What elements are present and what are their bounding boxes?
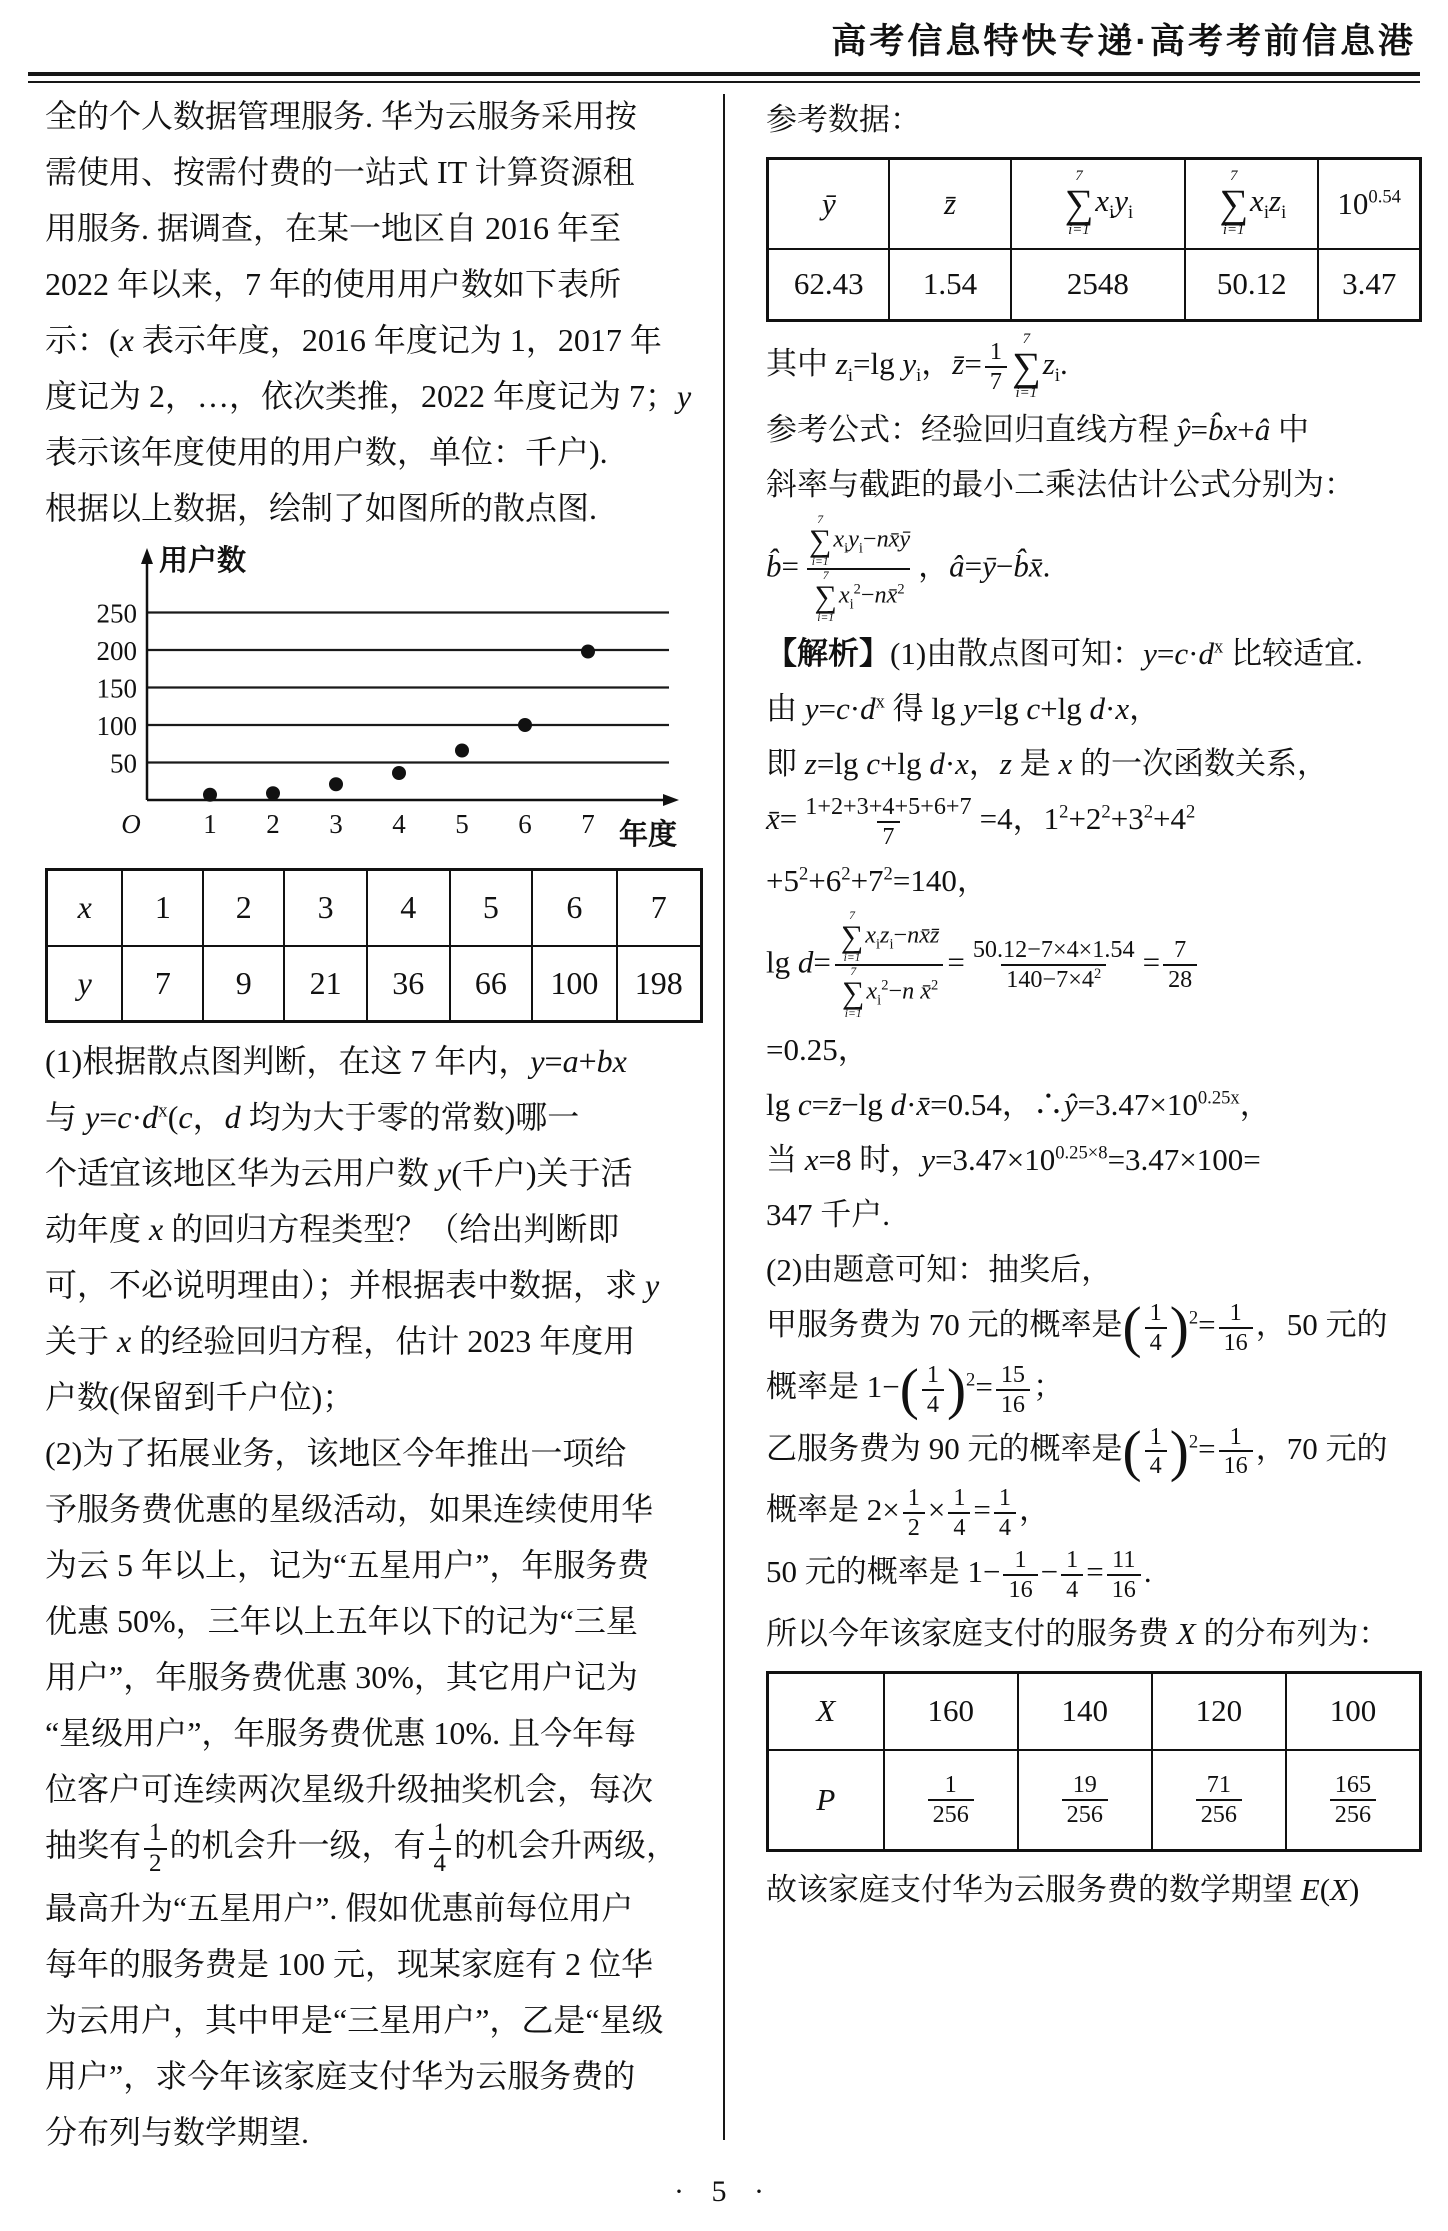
math-token: y bbox=[1114, 182, 1128, 218]
text-line: $+5^2+6^2+7^2=140$， bbox=[766, 862, 988, 898]
text-line: 其中 $z_i=\lg$ $y_i$，z̄= $\frac{1}{7}$ 7 ∑ i=1 $z_i$. bbox=[766, 331, 1068, 401]
x-tick-label: 2 bbox=[266, 809, 280, 839]
text-line: lg c=z̄−lg d·x̄=0.54，$\therefore ŷ=3.47\times 10^{0.25x}$， bbox=[766, 1087, 1271, 1123]
math-token: 7 ∑ i=1 bbox=[840, 908, 864, 964]
math-token: 2 bbox=[841, 863, 851, 885]
math-token: c bbox=[1174, 635, 1189, 671]
math-token: 0.25×8 bbox=[1055, 1142, 1108, 1164]
text-line: 予服务费优惠的星级活动，如果连续使用华 bbox=[45, 1491, 654, 1527]
math-token: ) bbox=[946, 1357, 967, 1421]
table-cell: 3.47 bbox=[1318, 249, 1420, 321]
table-cell: 100 bbox=[1286, 1672, 1421, 1750]
x-tick-label: 1 bbox=[203, 809, 217, 839]
math-token: E bbox=[1300, 1871, 1320, 1907]
math-token: c bbox=[117, 1099, 132, 1135]
math-token: z̄ bbox=[829, 1087, 842, 1123]
math-token: d bbox=[224, 1099, 241, 1135]
text-line: 与 $y=c\cdot d^x(c$，d 均为大于零的常数)哪一 bbox=[45, 1099, 580, 1135]
math-token: x bbox=[1095, 182, 1110, 218]
math-token: ( bbox=[1122, 1296, 1142, 1360]
table-row bbox=[768, 1672, 1421, 1750]
math-token: x bbox=[1115, 690, 1130, 726]
math-token: z bbox=[999, 745, 1012, 781]
text-line: 故该家庭支付华为云服务费的数学期望 E(X) bbox=[766, 1871, 1360, 1907]
math-token: ) bbox=[1169, 1296, 1189, 1360]
text-line: 根据以上数据，绘制了如图所的散点图. bbox=[45, 490, 598, 526]
text-line: 可，不必说明理由）；并根据表中数据，求 y bbox=[45, 1267, 660, 1303]
table bbox=[766, 157, 1422, 322]
text-line: 每年的服务费是 100 元，现某家庭有 2 位华 bbox=[45, 1946, 654, 1983]
table-cell: 3 bbox=[284, 870, 367, 946]
text-line: 由 $y=c\cdot d^x$ 得 lg y=lg c+lg d·x， bbox=[766, 690, 1161, 726]
distribution-table bbox=[766, 1671, 1422, 1852]
math-token: 7 ∑ i=1 bbox=[814, 568, 837, 624]
math-token: $\frac{165}{256}$ bbox=[1330, 1771, 1376, 1829]
table-cell: 5 bbox=[450, 870, 533, 946]
table-cell bbox=[889, 159, 1010, 249]
math-token: $\frac{1}{4}$ bbox=[1145, 1299, 1167, 1357]
text-line: 关于 x 的经验回归方程，估计 2023 年度用 bbox=[45, 1323, 636, 1359]
closing-statement bbox=[766, 1862, 1422, 1917]
math-token: $\frac{1}{4}$ bbox=[994, 1484, 1016, 1542]
y-tick-label: 250 bbox=[96, 598, 137, 629]
math-token: y bbox=[921, 1142, 936, 1178]
math-token: 2 bbox=[930, 977, 939, 994]
math-token: i bbox=[889, 936, 894, 953]
math-token: 7 ∑ i=1 $x_iy_i-nx̄ȳ$ 7 ∑ i=1 $x_i^2-nx̄^2$ bbox=[808, 512, 911, 624]
math-token: x̄ bbox=[920, 977, 931, 1005]
text-line: 为云 5 年以上，记为“五星用户”，年服务费 bbox=[45, 1547, 650, 1583]
math-token: i bbox=[844, 539, 849, 556]
math-token: 7 ∑ i=1 bbox=[1064, 168, 1094, 238]
x-tick-label: 7 bbox=[581, 809, 595, 839]
math-token: nx̄ bbox=[874, 581, 898, 609]
table-cell: 21 bbox=[284, 946, 367, 1022]
math-token: b̂ bbox=[766, 547, 782, 583]
math-token: x bbox=[955, 745, 969, 781]
math-token: z bbox=[835, 345, 848, 381]
text-line: 全的个人数据管理服务. 华为云服务采用按 bbox=[45, 98, 638, 134]
table-row bbox=[768, 159, 1421, 249]
table-cell: $10^{0.54}$ bbox=[1318, 159, 1420, 249]
math-token: $\frac{1}{2}$ bbox=[903, 1484, 925, 1542]
x-tick-label: 3 bbox=[329, 809, 343, 839]
table-row bbox=[47, 870, 702, 946]
table-cell: 7 bbox=[617, 870, 702, 946]
math-token: 0.25x bbox=[1197, 1087, 1240, 1109]
text-line: 347 千户. bbox=[766, 1197, 890, 1233]
text-line: 所以今年该家庭支付的服务费 X 的分布列为： bbox=[766, 1615, 1390, 1651]
math-token: c bbox=[797, 1087, 812, 1123]
math-token: z̄ bbox=[943, 185, 957, 221]
x-axis-title: 年度 bbox=[619, 819, 678, 850]
math-token: ŷ bbox=[1063, 1087, 1078, 1123]
math-token: i bbox=[1128, 202, 1134, 224]
math-token: i bbox=[877, 992, 882, 1009]
math-token: $\frac{1}{16}$ bbox=[1219, 1299, 1253, 1357]
math-token: x bbox=[833, 525, 845, 553]
math-token: ( bbox=[1122, 1419, 1142, 1483]
text-line: 用户”，求今年该家庭支付华为云服务费的 bbox=[45, 2058, 636, 2095]
math-token: 0.54 bbox=[1368, 186, 1401, 208]
math-token: 2 bbox=[1188, 1431, 1199, 1453]
text-line: (2)由题意可知：抽奖后， bbox=[766, 1252, 1113, 1288]
text-line: 参考公式：经验回归直线方程 ŷ=b̂x+â 中 bbox=[766, 411, 1309, 447]
table-cell bbox=[768, 159, 890, 249]
math-token: x bbox=[1214, 636, 1224, 658]
math-token: $\frac{19}{256}$ bbox=[1062, 1771, 1108, 1829]
math-token: c bbox=[178, 1099, 193, 1135]
math-token: b̂x bbox=[1208, 411, 1238, 447]
right-column bbox=[766, 92, 1422, 1917]
table bbox=[45, 868, 703, 1023]
table-cell bbox=[884, 1750, 1018, 1850]
math-token: y bbox=[804, 690, 819, 726]
text-line: “星级用户”，年服务费优惠 10%. 且今年每 bbox=[45, 1715, 637, 1751]
math-token: x bbox=[804, 1142, 819, 1178]
math-token: ( bbox=[899, 1357, 919, 1421]
solution-analysis bbox=[766, 626, 1422, 1661]
math-token: d bbox=[860, 690, 876, 726]
text-line: 用服务. 据调查，在某一地区自 2016 年至 bbox=[45, 210, 622, 246]
text-line: 【解析】(1)由散点图可知：$y=c\cdot d^x$ 比较适宜. bbox=[766, 635, 1363, 671]
table-cell: 6 bbox=[532, 870, 616, 946]
math-token: d bbox=[929, 745, 945, 781]
table-cell: 2548 bbox=[1011, 249, 1186, 321]
text-line: 示：(x 表示年度，2016 年度记为 1，2017 年 bbox=[45, 322, 662, 358]
math-token: bx bbox=[596, 1043, 627, 1079]
math-token: x bbox=[77, 889, 92, 926]
math-token: X bbox=[1330, 1871, 1349, 1907]
math-token: i bbox=[858, 539, 863, 556]
left-column bbox=[45, 88, 703, 2160]
table-row bbox=[47, 946, 702, 1022]
table-cell: 9 bbox=[203, 946, 284, 1022]
math-token: x bbox=[1250, 182, 1264, 218]
table-cell: 160 bbox=[884, 1672, 1018, 1750]
table-cell: 1 bbox=[122, 870, 203, 946]
math-token: 2 bbox=[1143, 801, 1153, 823]
math-token: x bbox=[149, 1211, 164, 1247]
math-token: i bbox=[849, 596, 854, 613]
math-token: 2 bbox=[966, 1369, 976, 1391]
table-cell bbox=[1152, 1750, 1286, 1850]
reference-data-table bbox=[766, 157, 1422, 322]
math-token: nx̄ȳ bbox=[876, 525, 911, 553]
math-token: d bbox=[797, 944, 814, 980]
math-token: X bbox=[816, 1693, 836, 1729]
math-token: z bbox=[804, 745, 817, 781]
math-token: i bbox=[1054, 365, 1060, 387]
text-line: 分布列与数学期望. bbox=[45, 2114, 310, 2151]
math-token: 【解析】 bbox=[766, 635, 890, 671]
table-cell: 1.54 bbox=[889, 249, 1010, 321]
math-token: ȳ bbox=[982, 547, 996, 583]
math-token: $\frac{1+2+3+4+5+6+7}{7}$ bbox=[805, 793, 972, 850]
math-token: y bbox=[77, 964, 92, 1001]
text-line: 户数(保留到千户位)； bbox=[45, 1379, 355, 1415]
math-token: z bbox=[880, 921, 890, 949]
text-line: 位客户可连续两次星级升级抽奖机会，每次 bbox=[45, 1771, 654, 1807]
math-token: x bbox=[875, 691, 885, 713]
math-token: z bbox=[1042, 345, 1055, 381]
text-line: 用户”，年服务费优惠 30%，其它用户记为 bbox=[45, 1659, 638, 1695]
math-token: 2 bbox=[1093, 965, 1102, 982]
math-token: y bbox=[85, 1099, 100, 1135]
math-token: i bbox=[847, 365, 853, 387]
table-cell bbox=[1286, 1750, 1421, 1850]
math-token: 2 bbox=[853, 581, 861, 598]
text-line: 2022 年以来，7 年的使用用户数如下表所 bbox=[45, 266, 622, 302]
math-token: $\frac{7}{28}$ bbox=[1163, 936, 1197, 994]
question-2 bbox=[45, 1425, 703, 2160]
scatter-plot-svg bbox=[75, 542, 683, 850]
text-line: 度记为 2，…，依次类推，2022 年度记为 7；y bbox=[45, 378, 692, 414]
math-token: 7 ∑ i=1 bbox=[1011, 331, 1041, 401]
math-token: i bbox=[1263, 202, 1269, 224]
table-cell bbox=[1185, 159, 1318, 249]
text-line: 50 元的概率是 1− $\frac{1}{16}$ − $\frac{1}{4}$ = $\frac{11}{16}$ . bbox=[766, 1546, 1152, 1603]
text-line: 概率是 1−( $\frac{1}{4}$ )$^2$= $\frac{15}{16}$ ； bbox=[766, 1357, 1064, 1421]
math-token: x bbox=[1058, 745, 1073, 781]
page-header bbox=[30, 14, 1416, 64]
math-token: y bbox=[902, 345, 917, 381]
y-axis-arrow bbox=[141, 548, 153, 564]
text-line: 优惠 50%，三年以上五年以下的记为“三星 bbox=[45, 1603, 638, 1639]
math-token: $\frac{1}{16}$ bbox=[1219, 1423, 1253, 1481]
x-axis-arrow bbox=[663, 794, 679, 806]
math-token: 7 ∑ i=1 bbox=[1219, 168, 1249, 238]
text-line: 为云用户，其中甲是“三星用户”，乙是“星级 bbox=[45, 2002, 664, 2039]
table-cell bbox=[1011, 159, 1186, 249]
math-token: i bbox=[1109, 202, 1115, 224]
math-token: â bbox=[1254, 411, 1271, 447]
text-line: lg d= 7 ∑ i=1 $x_iz_i-nx̄z̄$ 7 ∑ i=1 $x_i^2-n$ x̄$^2$ = $\frac{50.12-7\times 4\times 1.54}{140-7\times 4^2}$ = $\frac{7}{28}$ bbox=[766, 908, 1422, 1022]
math-token: y bbox=[677, 378, 692, 414]
math-token: c bbox=[866, 745, 880, 781]
y-tick-label: 100 bbox=[96, 711, 137, 741]
table-cell: 100 bbox=[532, 946, 616, 1022]
intro-paragraph bbox=[45, 88, 703, 536]
math-token: $\frac{1}{4}$ bbox=[922, 1361, 944, 1419]
math-token: 2 bbox=[1059, 801, 1069, 823]
math-token: x bbox=[119, 322, 134, 358]
math-token: i bbox=[876, 936, 881, 953]
math-token: X bbox=[1176, 1615, 1196, 1651]
table-cell: 36 bbox=[367, 946, 450, 1022]
table-cell: 198 bbox=[617, 946, 702, 1022]
math-token: b̂x̄ bbox=[1013, 547, 1043, 583]
math-token: x bbox=[865, 921, 876, 949]
table-cell bbox=[768, 1750, 884, 1850]
math-token: c bbox=[836, 690, 850, 726]
math-token: d bbox=[1198, 635, 1214, 671]
math-token: y bbox=[1143, 635, 1157, 671]
math-token: y bbox=[530, 1043, 545, 1079]
text-line: (1)根据散点图判断，在这 7 年内，y=a+bx bbox=[45, 1043, 627, 1079]
math-token: y bbox=[437, 1155, 452, 1191]
table-cell: 62.43 bbox=[768, 249, 890, 321]
math-token: ȳ bbox=[821, 185, 836, 221]
y-axis-title: 用户数 bbox=[159, 545, 247, 577]
table-row bbox=[768, 249, 1421, 321]
text-line: 个适宜该地区华为云用户数 y(千户)关于活 bbox=[45, 1155, 633, 1191]
text-line: 甲服务费为 70 元的概率是( $\frac{1}{4}$ )$^2$= $\frac{1}{16}$ ，50 元的 bbox=[766, 1296, 1388, 1360]
table-row bbox=[768, 1750, 1421, 1850]
math-token: 7 ∑ i=1 bbox=[842, 964, 865, 1020]
text-line: 需使用、按需付费的一站式 IT 计算资源租 bbox=[45, 154, 635, 190]
text-line: 当 x=8 时，$y=3.47\times 10^{0.25\times 8}=3.47\times 100=$ bbox=[766, 1142, 1261, 1178]
text-line: 动年度 x 的回归方程类型？（给出判断即 bbox=[45, 1211, 620, 1247]
math-token: ) bbox=[1169, 1419, 1189, 1483]
table-cell bbox=[768, 1672, 884, 1750]
table-cell bbox=[1018, 1750, 1152, 1850]
math-token: $\frac{11}{16}$ bbox=[1107, 1546, 1141, 1604]
math-token: 7 ∑ i=1 $x_iz_i-nx̄z̄$ 7 ∑ i=1 $x_i^2-n$ x̄$^2$ bbox=[834, 910, 945, 1020]
math-token: z bbox=[1268, 182, 1282, 218]
data-point bbox=[455, 744, 469, 758]
math-token: $\frac{50.12-7\times 4\times 1.54}{140-7\times 4^2}$ bbox=[972, 936, 1135, 993]
math-token: y bbox=[963, 690, 978, 726]
math-token: 7 ∑ i=1 bbox=[808, 512, 832, 568]
xy-data-table bbox=[45, 868, 703, 1023]
text-line: b̂= 7 ∑ i=1 $x_iy_i-nx̄ȳ$ 7 ∑ i=1 $x_i^2-nx̄^2$ ，â=ȳ−b̂x̄. bbox=[766, 512, 1051, 624]
math-token: x̄ bbox=[916, 1087, 931, 1123]
math-token: $\frac{1}{7}$ bbox=[985, 338, 1007, 396]
math-token: x bbox=[838, 581, 850, 609]
table-cell: 140 bbox=[1018, 1672, 1152, 1750]
math-token: 2 bbox=[798, 863, 809, 885]
x-tick-label: 6 bbox=[518, 809, 532, 839]
math-token: 2 bbox=[897, 581, 905, 598]
table-cell: 2 bbox=[203, 870, 284, 946]
data-point bbox=[392, 766, 406, 780]
math-token: a bbox=[562, 1043, 579, 1079]
math-token: n bbox=[902, 977, 915, 1005]
text-line: 表示该年度使用的用户数，单位：千户). bbox=[45, 434, 608, 470]
table-cell: 66 bbox=[450, 946, 533, 1022]
math-token: ŷ bbox=[1176, 411, 1191, 447]
table-cell: 50.12 bbox=[1185, 249, 1318, 321]
math-token: y bbox=[848, 525, 859, 553]
table bbox=[766, 1671, 1422, 1852]
math-token: nx̄z̄ bbox=[907, 921, 940, 949]
text-line: 抽奖有 $\frac{1}{2}$ 的机会升一级，有 $\frac{1}{4}$ 的机会升两级， bbox=[45, 1819, 679, 1877]
math-token: y bbox=[645, 1267, 660, 1303]
data-point bbox=[203, 788, 217, 802]
math-token: $\frac{1}{16}$ bbox=[1003, 1546, 1037, 1604]
scatter-chart bbox=[75, 542, 703, 858]
page-number: · 5 · bbox=[674, 2175, 774, 2208]
math-token: â bbox=[949, 547, 965, 583]
math-token: i bbox=[916, 365, 922, 387]
math-token: $\frac{1}{4}$ bbox=[1145, 1423, 1167, 1481]
table-cell: 4 bbox=[367, 870, 450, 946]
math-token: $\frac{1}{256}$ bbox=[928, 1771, 974, 1829]
text-line: 概率是 2× $\frac{1}{2}$ × $\frac{1}{4}$ = $\frac{1}{4}$ ， bbox=[766, 1484, 1050, 1542]
math-token: d bbox=[1089, 690, 1106, 726]
math-token: P bbox=[816, 1781, 836, 1817]
text-line: x̄= $\frac{1+2+3+4+5+6+7}{7}$ =4，$1^2+2^2+3^2+4^2$ bbox=[766, 793, 1196, 850]
math-token: c bbox=[1026, 690, 1041, 726]
data-point bbox=[266, 786, 280, 800]
text-line: (2)为了拓展业务，该地区今年推出一项给 bbox=[45, 1435, 627, 1471]
question-1 bbox=[45, 1033, 703, 1425]
math-token: 2 bbox=[881, 977, 889, 994]
table-cell: 120 bbox=[1152, 1672, 1286, 1750]
math-token: x bbox=[158, 1100, 168, 1122]
math-token: i bbox=[1281, 202, 1287, 224]
math-token: $\frac{1}{4}$ bbox=[429, 1819, 451, 1878]
origin-label: O bbox=[121, 809, 141, 839]
table-cell bbox=[47, 870, 123, 946]
text-line: 即 z=lg c+lg d·x，z 是 x 的一次函数关系， bbox=[766, 745, 1328, 781]
column-divider bbox=[723, 94, 725, 2140]
x-tick-label: 4 bbox=[392, 809, 406, 839]
reference-formulas bbox=[766, 332, 1422, 626]
x-tick-label: 5 bbox=[455, 809, 469, 839]
text-line: 斜率与截距的最小二乘法估计公式分别为： bbox=[766, 466, 1355, 502]
text-line: 最高升为“五星用户”. 假如优惠前每位用户 bbox=[45, 1890, 634, 1927]
math-token: 2 bbox=[1185, 801, 1196, 823]
data-point bbox=[581, 645, 595, 659]
y-tick-label: 150 bbox=[96, 673, 137, 704]
math-token: $\frac{1}{4}$ bbox=[948, 1484, 970, 1542]
reference-data-label: 参考数据： bbox=[766, 102, 921, 137]
math-token: x bbox=[117, 1323, 132, 1359]
y-tick-label: 200 bbox=[96, 636, 137, 666]
math-token: 2 bbox=[883, 863, 893, 885]
data-point bbox=[518, 718, 532, 732]
math-token: z̄ bbox=[952, 345, 965, 381]
math-token: 2 bbox=[1101, 801, 1111, 823]
math-token: $\frac{1}{2}$ bbox=[144, 1819, 166, 1878]
math-token: $\frac{71}{256}$ bbox=[1196, 1771, 1242, 1829]
math-token: x̄ bbox=[766, 800, 780, 836]
data-point bbox=[329, 777, 343, 791]
y-tick-label: 50 bbox=[110, 748, 137, 779]
math-token: x bbox=[866, 977, 878, 1005]
table-cell bbox=[47, 946, 123, 1022]
text-line: =0.25， bbox=[766, 1032, 869, 1068]
text-line: 乙服务费为 90 元的概率是( $\frac{1}{4}$ )$^2$= $\frac{1}{16}$ ，70 元的 bbox=[766, 1419, 1388, 1483]
math-token: $\frac{15}{16}$ bbox=[996, 1361, 1030, 1419]
header-double-rule bbox=[28, 72, 1420, 83]
header-title: 高考信息特快专递·高考考前信息港 bbox=[831, 22, 1416, 61]
math-token: $\frac{1}{4}$ bbox=[1061, 1546, 1083, 1604]
table-cell: 7 bbox=[122, 946, 203, 1022]
math-token: 2 bbox=[1188, 1307, 1199, 1329]
math-token: d bbox=[890, 1087, 907, 1123]
math-token: d bbox=[142, 1099, 159, 1135]
